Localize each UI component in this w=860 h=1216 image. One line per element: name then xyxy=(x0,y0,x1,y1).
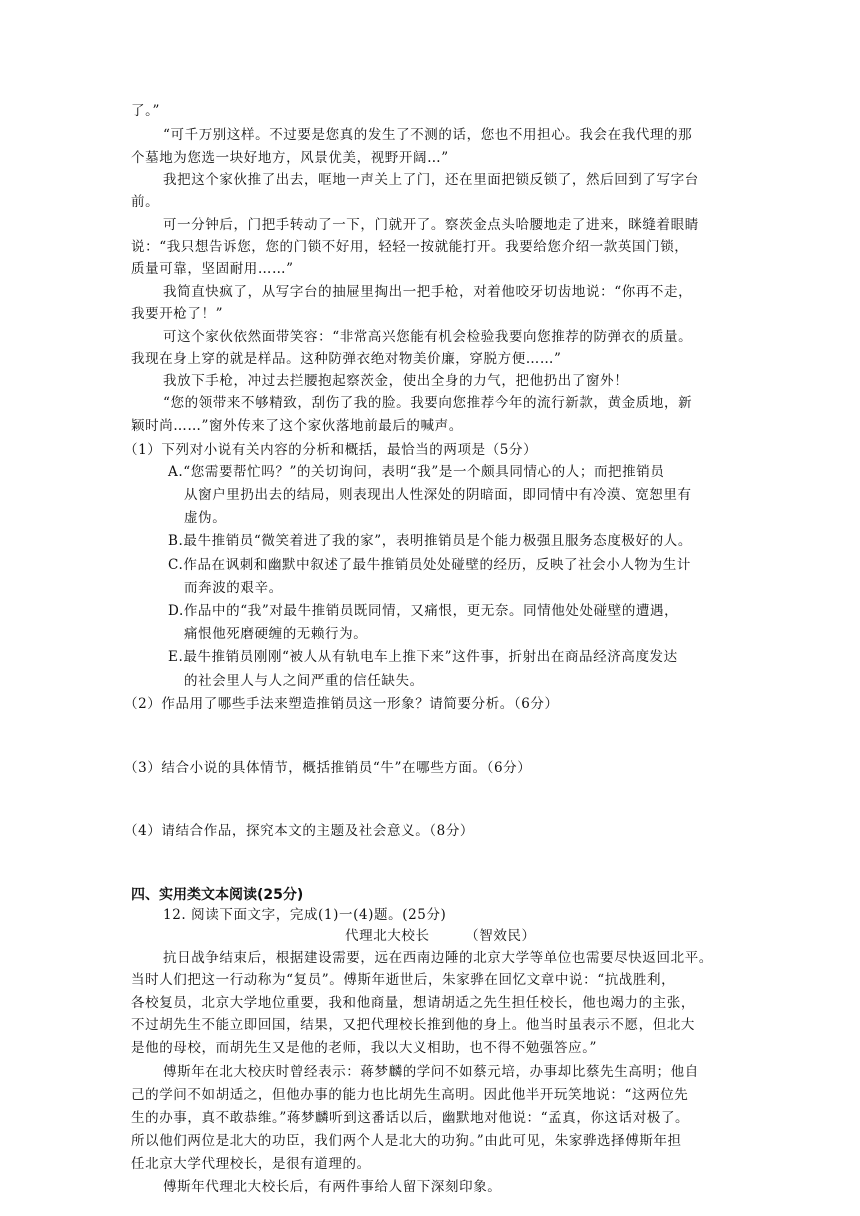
text-line: 傅斯年在北大校庆时曾经表示：蒋梦麟的学问不如蔡元培，办事却比蔡先生高明；他自 xyxy=(163,1064,699,1080)
text-line: 是他的母校，而胡先生又是他的老师，我以大义相助，也不得不勉强答应。” xyxy=(131,1040,598,1056)
text-line: 颖时尚……”窗外传来了这个家伙落地前最后的喊声。 xyxy=(131,418,463,434)
option-a-cont: 从窗户里扔出去的结局，则表现出人性深处的阴暗面，即同情中有冷漠、宽恕里有 xyxy=(184,487,692,503)
text-line: 生的办事，真不敢恭维。”蒋梦麟听到这番话以后，幽默地对他说：“孟真，你这话对极了。 xyxy=(131,1110,690,1126)
text-line: “您的领带来不够精致，刮伤了我的脸。我要向您推荐今年的流行新款，黄金质地，新 xyxy=(163,395,693,411)
option-d-cont: 痛恨他死磨硬缠的无赖行为。 xyxy=(184,626,368,642)
text-line: 我把这个家伙推了出去，哐地一声关上了门，还在里面把锁反锁了，然后回到了写字台 xyxy=(163,172,699,188)
option-b: B.最牛推销员“微笑着进了我的家”，表明推销员是个能力极强且服务态度极好的人。 xyxy=(168,533,692,549)
text-line: 当时人们把这一行动称为“复员”。傅斯年逝世后，朱家骅在回忆文章中说：“抗战胜利， xyxy=(131,972,676,988)
text-line: 说：“我只想告诉您，您的门锁不好用，轻轻一按就能打开。我要给您介绍一款英国门锁， xyxy=(131,239,689,255)
option-c-cont: 而奔波的艰辛。 xyxy=(184,580,283,596)
question-3: （3）结合小说的具体情节，概括推销员“牛”在哪些方面。（6分） xyxy=(124,760,532,776)
article-title: 代理北大校长 （智效民） xyxy=(345,928,536,944)
text-line: 可一分钟后，门把手转动了一下，门就开了。察茨金点头哈腰地走了进来，眯缝着眼睛 xyxy=(163,217,699,233)
question-2: （2）作品用了哪些手法来塑造推销员这一形象？请简要分析。（6分） xyxy=(124,696,559,712)
text-line: 抗日战争结束后，根据建设需要，远在西南边陲的北京大学等单位也需要尽快返回北平。 xyxy=(163,950,713,966)
option-a: A.“您需要帮忙吗？”的关切询问，表明“我”是一个颇具同情心的人；而把推销员 xyxy=(168,464,665,480)
option-d: D.作品中的“我”对最牛推销员既同情，又痛恨，更无奈。同情他处处碰壁的遭遇， xyxy=(168,603,679,619)
question-4: （4）请结合作品，探究本文的主题及社会意义。（8分） xyxy=(124,823,475,839)
question-12: 12. 阅读下面文字，完成(1)一(4)题。(25分) xyxy=(163,907,447,923)
text-line: 前。 xyxy=(131,194,160,210)
option-a-cont: 虚伪。 xyxy=(184,510,227,526)
text-line: 可这个家伙依然面带笑容：“非常高兴您能有机会检验我要向您推荐的防弹衣的质量。 xyxy=(163,329,693,345)
text-line: 我放下手枪，冲过去拦腰抱起察茨金，使出全身的力气，把他扔出了窗外！ xyxy=(163,373,629,389)
text-line: 了。” xyxy=(131,103,160,119)
text-line: 我简直快疯了，从写字台的抽屉里掏出一把手枪，对着他咬牙切齿地说：“你再不走， xyxy=(163,284,693,300)
option-c: C.作品在讽刺和幽默中叙述了最牛推销员处处碰壁的经历，反映了社会小人物为生计 xyxy=(168,557,691,573)
text-line: 质量可靠，坚固耐用……” xyxy=(131,261,294,277)
text-line: 傅斯年代理北大校长后，有两件事给人留下深刻印象。 xyxy=(163,1179,502,1195)
text-line: 个墓地为您选一块好地方，风景优美，视野开阔…” xyxy=(131,150,449,166)
text-line: 我要开枪了！” xyxy=(131,306,224,322)
option-e: E.最牛推销员刚刚“被人从有轨电车上推下来”这件事，折射出在商品经济高度发达 xyxy=(168,649,678,665)
text-line: 各校复员，北京大学地位重要，我和他商量，想请胡适之先生担任校长，他也竭力的主张， xyxy=(131,995,695,1011)
text-line: 任北京大学代理校长，是很有道理的。 xyxy=(131,1156,371,1172)
text-line: 我现在身上穿的就是样品。这种防弹衣绝对物美价廉，穿脱方便……” xyxy=(131,351,562,367)
text-line: 所以他们两位是北大的功臣，我们两个人是北大的功狗。”由此可见，朱家骅选择傅斯年担 xyxy=(131,1133,682,1149)
text-line: “可千万别这样。不过要是您真的发生了不测的话，您也不用担心。我会在我代理的那 xyxy=(163,127,693,143)
option-e-cont: 的社会里人与人之间严重的信任缺失。 xyxy=(184,673,424,689)
text-line: 己的学问不如胡适之，但他办事的能力也比胡先生高明。因此他半开玩笑地说：“这两位先 xyxy=(131,1087,689,1103)
text-line: 不过胡先生不能立即回国，结果，又把代理校长推到他的身上。他当时虽表示不愿，但北大 xyxy=(131,1017,695,1033)
question-1: （1）下列对小说有关内容的分析和概括，最恰当的两项是（5分） xyxy=(124,442,538,458)
section-heading: 四、实用类文本阅读(25分) xyxy=(131,887,304,903)
